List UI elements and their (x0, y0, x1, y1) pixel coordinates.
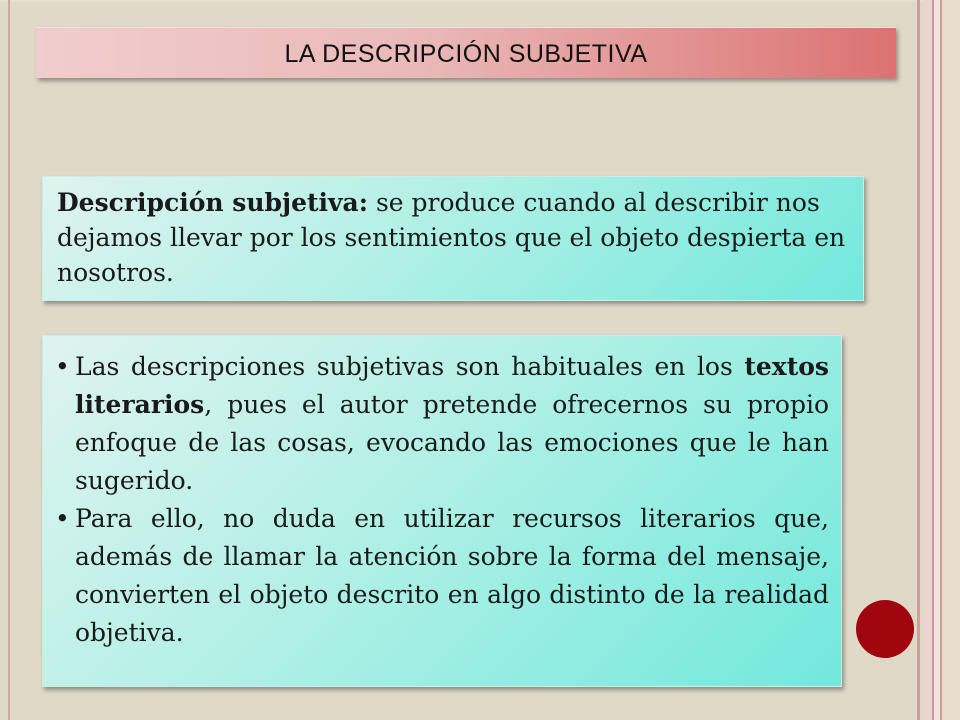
bullet-item-literary-texts (55, 348, 829, 500)
slide-top-edge (0, 0, 960, 2)
definition-text: se produce cuando al describir nos dejamos llevar por los sentimientos que el objeto despierta en nosotros. (57, 188, 846, 287)
slide-left-border (8, 0, 10, 720)
definition-term: Descripción subjetiva: (57, 188, 368, 217)
definition-paragraph (57, 185, 849, 290)
decorative-red-circle (856, 600, 914, 658)
bullet-list (55, 348, 829, 652)
right-border-band (924, 0, 932, 720)
bullet-text: Para ello, no duda en utilizar recursos literarios que, además de llamar la atención sobre la forma del mensaje, convierten el objeto descrito en algo distinto de la realidad objetiva. (75, 504, 829, 647)
bullet-text: Las descripciones subjetivas son habituales en los (75, 352, 745, 381)
right-border-margin (942, 0, 960, 720)
slide-title: LA DESCRIPCIÓN SUBJETIVA (284, 40, 648, 68)
bullet-item-literary-devices (55, 500, 829, 652)
bullets-box (42, 335, 842, 687)
right-border-line (917, 0, 920, 720)
title-banner (36, 27, 896, 78)
bullet-text: , pues el autor pretende ofrecernos su propio enfoque de las cosas, evocando las emociones que le han sugerido. (75, 390, 829, 495)
bullet-emphasis: textos literarios (75, 352, 829, 419)
definition-box (42, 176, 864, 301)
